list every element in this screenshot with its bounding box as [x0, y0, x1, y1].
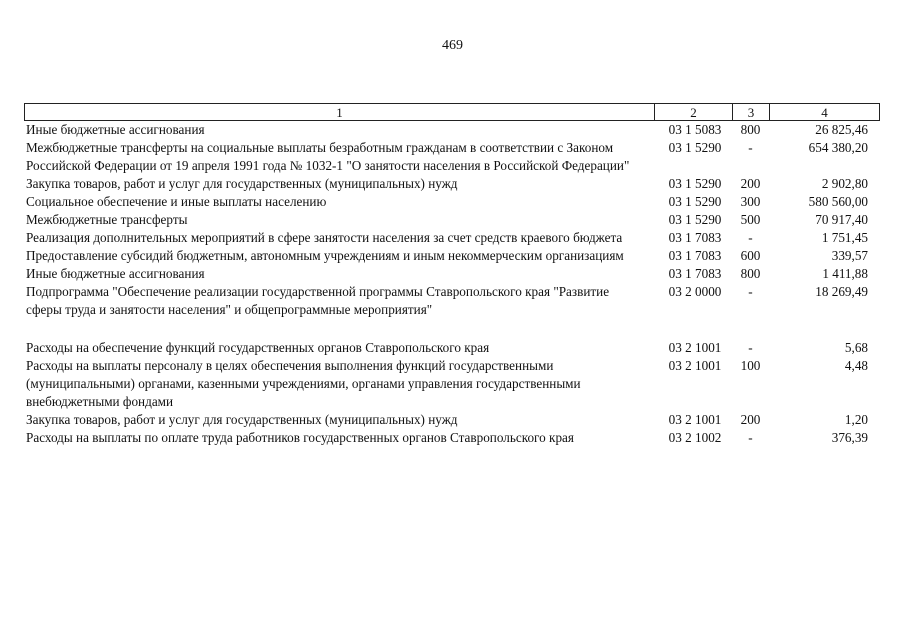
row-code: 03 2 1002 — [668, 430, 722, 445]
row-name: Подпрограмма "Обеспечение реализации государственной программы Ставропольского края "Развитие сферы труда и занятости населения" и общепрограммные мероприятия" — [26, 284, 610, 317]
row-amount: 26 825,46 — [815, 122, 868, 137]
row-name: Закупка товаров, работ и услуг для государственных (муниципальных) нужд — [26, 176, 458, 191]
row-type: - — [748, 230, 753, 245]
row-name: Реализация дополнительных мероприятий в сфере занятости населения за счет средств краевого бюджета — [26, 230, 623, 245]
page-number: 469 — [442, 38, 463, 53]
row-type: 500 — [740, 212, 761, 227]
row-type: - — [748, 140, 753, 155]
table-row — [24, 411, 880, 429]
row-amount: 1 751,45 — [821, 230, 868, 245]
row-name: Закупка товаров, работ и услуг для государственных (муниципальных) нужд — [26, 412, 458, 427]
row-name: Расходы на выплаты персоналу в целях обеспечения выполнения функций государственными (муниципальными) органами, казенными учреждениями, органами управления государственными внебюджетными фондами — [26, 358, 581, 409]
row-code: 03 1 7083 — [668, 266, 722, 281]
row-type: 200 — [740, 176, 761, 191]
row-amount: 1 411,88 — [822, 266, 868, 281]
row-amount: 70 917,40 — [815, 212, 868, 227]
row-type: 100 — [740, 358, 761, 373]
row-type: 800 — [740, 122, 761, 137]
row-amount: 4,48 — [844, 358, 868, 373]
row-type: - — [748, 284, 753, 299]
table-row — [24, 121, 880, 139]
header-col-4: 4 — [821, 105, 828, 120]
table-row — [24, 247, 880, 265]
row-type: 300 — [740, 194, 761, 209]
table-row — [24, 193, 880, 211]
row-spacer — [24, 319, 880, 339]
table-row — [24, 339, 880, 357]
row-code: 03 1 5290 — [668, 176, 722, 191]
row-code: 03 1 7083 — [668, 230, 722, 245]
row-code: 03 1 5290 — [668, 194, 722, 209]
row-amount: 339,57 — [831, 248, 868, 263]
row-amount: 5,68 — [844, 340, 868, 355]
table-row — [24, 429, 880, 447]
table-row — [24, 211, 880, 229]
table-row — [24, 265, 880, 283]
row-amount: 2 902,80 — [821, 176, 868, 191]
row-type: 800 — [740, 266, 761, 281]
row-type: - — [748, 340, 753, 355]
row-amount: 1,20 — [844, 412, 868, 427]
row-type: 600 — [740, 248, 761, 263]
table-header — [24, 103, 880, 121]
row-code: 03 2 0000 — [668, 284, 722, 299]
row-code: 03 2 1001 — [668, 358, 722, 373]
row-amount: 654 380,20 — [808, 140, 868, 155]
table-row — [24, 283, 880, 319]
row-amount: 376,39 — [831, 430, 868, 445]
row-code: 03 2 1001 — [668, 412, 722, 427]
row-name: Расходы на обеспечение функций государственных органов Ставропольского края — [26, 340, 490, 355]
table-row — [24, 357, 880, 411]
header-col-2: 2 — [655, 104, 733, 120]
table-row — [24, 139, 880, 175]
row-name: Расходы на выплаты по оплате труда работников государственных органов Ставропольского края — [26, 430, 574, 445]
row-type: - — [748, 430, 753, 445]
row-name: Иные бюджетные ассигнования — [26, 122, 205, 137]
header-col-1: 1 — [25, 104, 655, 120]
header-col-3: 3 — [733, 104, 770, 120]
row-name: Межбюджетные трансферты — [26, 212, 188, 227]
row-code: 03 1 7083 — [668, 248, 722, 263]
row-code: 03 1 5290 — [668, 212, 722, 227]
row-code: 03 2 1001 — [668, 340, 722, 355]
row-type: 200 — [740, 412, 761, 427]
row-name: Предоставление субсидий бюджетным, автономным учреждениям и иным некоммерческим организациям — [26, 248, 624, 263]
table-row — [24, 175, 880, 193]
row-name: Социальное обеспечение и иные выплаты населению — [26, 194, 327, 209]
row-name: Межбюджетные трансферты на социальные выплаты безработным гражданам в соответствии с Законом Российской Федерации от 19 апреля 1991 года № 1032-1 "О занятости населения в Российской Федерации" — [26, 140, 630, 173]
table-row — [24, 229, 880, 247]
row-name: Иные бюджетные ассигнования — [26, 266, 205, 281]
row-code: 03 1 5290 — [668, 140, 722, 155]
row-code: 03 1 5083 — [668, 122, 722, 137]
row-amount: 580 560,00 — [808, 194, 868, 209]
budget-table — [24, 103, 880, 447]
row-amount: 18 269,49 — [815, 284, 868, 299]
